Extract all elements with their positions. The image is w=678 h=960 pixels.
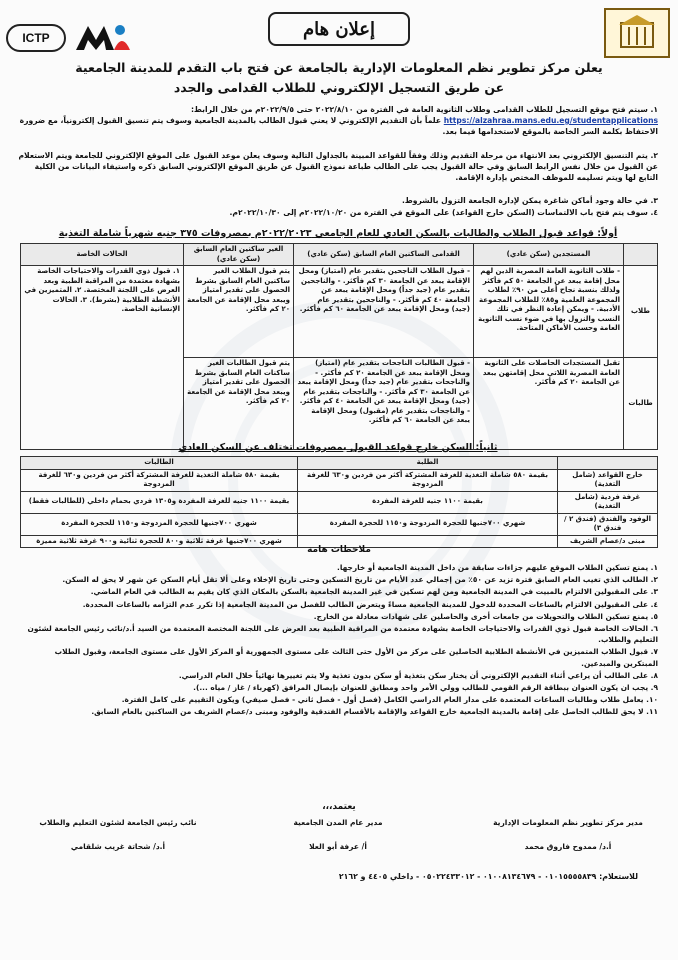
table-cell: شهري ٧٠٠جنيها غرفة ثلاثية و٨٠٠ للحجرة ثنائية و٩٠٠ غرفة ثلاثية مميزة [21,535,298,548]
notes-list [18,562,658,719]
table-header-cell: المستجدين (سكن عادي) [474,244,624,266]
row-label: طلاب [624,266,658,358]
table-cell: - قبول الطالبات الناجحات بتقدير عام (امتياز) ومحل الإقامة يبعد عن الجامعة ٢٠ كم فأكثر. - والناجحات بتقدير عام (جيد جداً) ومحل الإقامة يبعد عن الجامعة ٣٠ كم فأكثر. - والناجحات بتقدير عام (جيد) ومحل الإقامة يبعد عن الجامعة ٤٠ كم فأكثر. - والناجحات بتقدير عام (مقبول) ومحل الإقامة يبعد عن الجامعة ٦٠ كم فأكثر. [294,358,474,450]
ictp-logo: ICTP [6,24,66,52]
list-item: ٢. الطالب الذي تغيب العام السابق فترة تزيد عن ٥٠٪ من إجمالي عدد الأيام من تاريخ التسكين وحتى تاريخ الإخلاء وعلى ألا تقل أيام السكن عن شهر لا يحق له السكن. [62,575,658,585]
table-cell: خارج القواعد (شامل التغذية) [558,469,658,491]
intro-paragraph-2: ٢. يتم التنسيق الإلكتروني بعد الانتهاء من مرحلة التقديم وذلك وفقاً للقواعد المبينة بالجداول التالية وسوف يعلن موعد القبول على الموقع الإلكتروني للجامعة ويتم الاستعلام عن القبول من خلال نفس الرابط السابق وفي حالة القبول يجب على الطالب طباعة نموذج القبول عن طريق الموقع الإلكتروني السابق ذكره واستيفاء البيانات من الكلية التابع لها ويتم تسليمه للموظف المختص بإدارة الإقامة. [18,151,658,182]
table-header-cell: الغير ساكنين العام السابق (سكن عادي) [184,244,294,266]
table-row [21,513,658,535]
table-header-cell [558,457,658,470]
table-cell: يتم قبول الطلاب الغير ساكنين العام السابق بشرط الحصول على تقدير امتياز ويبعد محل الإقامة عن الجامعة ٢٠ كم فأكثر. [184,266,294,358]
table-cell: شهري ٧٠٠جنيها للحجرة المزدوجة و١١٥٠ للحجرة المفردة [21,513,298,535]
section1-title: أولاً: قواعد قبول الطلاب والطالبات بالسكن العادي للعام الجامعي ٢٠٢٢/٢٠٢٣م بمصروفات ٣٧٥ جنيه شهرياً شاملة التغذية [58,228,618,239]
section2-title: ثانياً: السكن خارج قواعد القبول بمصروفات تختلف عن السكن العادي [178,442,498,453]
list-item: ١. يمنع تسكين الطلاب الموقع عليهم جزاءات سابقة من داخل المدينة الجامعية أو خارجها. [337,563,658,572]
table-cell: تقبل المستجدات الحاصلات على الثانوية العامة المصرية اللاتي محل إقامتهن يبعد عن الجامعة ٢٠ كم فأكثر. [474,358,624,450]
list-item: ٤. على المقبولين الالتزام بالساعات المحددة للدخول للمدينة الجامعية مساءً ويتعرض الطالب للفصل من المدينة الجامعية إذا تكرر عدم التزامه بالساعات المحددة. [82,599,658,609]
table-cell: يتم قبول الطالبات الغير ساكنات العام السابق بشرط الحصول على تقدير امتياز ويبعد محل الإقامة عن الجامعة ٢٠ كم فأكثر. [184,358,294,450]
table-cell: بقيمة ١١٠٠ جنيه للغرفة المفردة [298,491,558,513]
table-row [21,469,658,491]
table-row [21,491,658,513]
table-header-row [21,457,658,470]
special-cases-cell: ١. قبول ذوي القدرات والاحتياجات الخاصة بشهادة معتمدة من المراقبة الطبية وبعد العرض على اللجنة المختصة. ٢. المتميزين في الأنشطة الطلابية (بشرط). ٣. الحالات الإنسانية الخاصة. [21,266,184,450]
table-header-cell: الحالات الخاصة [21,244,184,266]
table-cell: غرفة فردية (شامل التغذية) [558,491,658,513]
signatory-role: نائب رئيس الجامعة لشئون التعليم والطلاب [39,818,197,827]
registration-link[interactable]: https://alzahraa.mans.edu.eg/studentapplications [443,116,658,125]
list-item: ٦. الحالات الخاصة قبول ذوي القدرات والاحتياجات الخاصة بشهادة معتمدة من المراقبة الطبية بعد العرض على اللجنة المختصة المعتمدة من السيد أ.د/نائب رئيس الجامعة لشئون التعليم والطلاب. [27,624,658,645]
intro-paragraph-4: ٤. سوف يتم فتح باب الالتماسات (السكن خارج القواعد) على الموقع في الفترة من ٢٠٢٢/١٠/٢٠م إلى ٢٠٢٢/١٠/٣٠م. [229,208,658,217]
out-of-rules-fees-table [20,456,658,548]
table-header-cell: الطالبات [21,457,298,470]
table-header-cell [624,244,658,266]
list-item: ٥. يمنع تسكين الطلاب والتحويلات من جامعات أخرى والحاصلين على شهادات معادلة من الخارج. [313,611,658,621]
table-cell: مبنى د/عصام الشريف [558,535,658,548]
letterhead [0,0,678,62]
table-row [21,266,658,358]
list-item: ٩. يجب ان يكون العنوان ببطاقة الرقم القومي للطالب وولي الأمر واحد ومطابق للعنوان بإيصال المرافق (كهرباء / غاز / مياه ...). [193,683,658,693]
table-cell: بقيمة ٥٨٠ شاملة التغذية للغرفة المشتركة أكثر من فردين و٦٣٠ للغرفة المزدوجة [21,469,298,491]
intro-paragraph-1 [18,104,658,137]
table-cell: بقيمة ١١٠٠ جنيه للغرفة المفردة و١٣٠٥ فردي بحمام داخلي (للطالبات فقط) [21,491,298,513]
contact-label: للاستعلام: [599,872,638,881]
list-item: ١١. لا يحق للطالب الحاصل على إقامة بالمدينة الجامعية خارج القواعد والإقامة بالأقسام الفندقية والوفود ومبنى د/عصام الشريف من الساكنين بالعام السابق. [91,707,658,717]
table-header-cell: القدامى الساكنين العام السابق (سكن عادي) [294,244,474,266]
mis-logo [74,20,132,54]
intro-paragraph-3: ٣. في حالة وجود أماكن شاغرة يمكن لإدارة الجامعة التزول بالشروط. [401,196,658,205]
approval-heading: يعتمد،،، [322,802,356,812]
intro-p1-note: علماً بأن التقديم الإلكتروني لا يعني قبول الطالب بالمدينة الجامعية وسوف يتم تنسيق القبول إلكترونياً، مع ضرورة الاحتفاظ بكلمة السر الخاصة بالموقع لاستخدامها فيما بعد. [19,116,658,136]
university-logo [604,8,670,58]
list-item: ١٠. يعامل طلاب وطالبات الساعات المعتمدة على مدار العام الدراسي الكامل (فصل أول - فصل ثاني - فصل صيفي) ويكون التقييم على كامل الفترة. [121,695,658,705]
signatory-role: مدير عام المدن الجامعية [293,818,383,827]
table-header-row [21,244,658,266]
list-item: ٧. قبول الطلاب المتميزين في الأنشطة الطلابية الحاصلين على مركز من الأول حتى الثالث على مستوى الجمهورية أو المركز الأول على مستوى الجامعة، وقبول الطلاب المبتكرين والمبدعين. [54,647,658,668]
signatory-name: أ.د/ ممدوح فاروق محمد [524,842,612,851]
table-cell: بقيمة ٥٨٠ شاملة التغذية للغرفة المشتركة أكثر من فردين و٦٣٠ للغرفة المزدوجة [298,469,558,491]
signatory-role: مدير مركز تطوير نظم المعلومات الإدارية [493,818,643,827]
notes-title: ملاحظات هامة [307,545,371,555]
intro-p1-text: ١. سيتم فتح موقع التسجيل للطلاب القدامى وطلاب الثانوية العامة في الفترة من ٢٠٢٢/٨/١٠ حتى ٢٠٢٢/٩/٥م من خلال الرابط: [191,105,658,114]
list-item: ٣. على المقبولين الالتزام بالمبيت في المدينة الجامعية ومن لهم تسكين في غير المدينة الجامعية بالسكن بالمكان الذي كان يقيم به الطالب في العام الماضي. [90,587,658,597]
contact-numbers: ٠١٠١٥٥٥٥٨٣٩ - ٠١٠٠٨١٣٤٦٧٩ - ٠٥٠٢٢٤٣٣٠١٢ - داخلي ٤٤٠٥ و ٢١٦٢ [338,872,597,881]
signatory-name: أ/ عرفة أبو العلا [309,842,367,851]
important-notice-banner: إعلان هام [268,12,410,46]
announcement-title: يعلن مركز تطوير نظم المعلومات الإدارية بالجامعة عن فتح باب التقدم للمدينة الجامعية [75,60,603,75]
contact-line [38,872,638,881]
list-item: ٨. على الطالب أن يراعي أثناء التقديم الإلكتروني أن يختار سكن بتغذية أو سكن بدون تغذية ولا يتم تغييرها نهائياً خلال العام الدراسي. [178,670,658,680]
table-cell: - قبول الطلاب الناجحين بتقدير عام (امتياز) ومحل الإقامة يبعد عن الجامعة ٣٠ كم فأكثر. - والناجحين بتقدير عام (جيد جداً) ومحل الإقامة يبعد عن الجامعة ٤٠ كم فأكثر. - والناجحين بتقدير عام (جيد) ومحل الإقامة يبعد عن الجامعة ٦٠ كم فأكثر. [294,266,474,358]
table-cell: - طلاب الثانوية العامة المصرية الذين لهم محل إقامة يبعد عن الجامعة ٥٠ كم فأكثر ولذلك بنسبة نجاح أعلى من ٩٠٪ لطلاب المجموعة العلمية و٨٥٪ للطلاب المجموعة الأدبية. - ويمكن إعادة النظر في تلك النسب والنزول بها في ضوء نسب الثانوية العامة وحسب الأماكن المتاحة. [474,266,624,358]
announcement-subtitle: عن طريق التسجيل الإلكتروني للطلاب القدامى والجدد [173,80,505,95]
signatory-name: أ.د/ شحاتة غريب شلقامي [70,842,166,851]
admission-rules-table [20,243,658,450]
table-cell: الوفود والفندق (فندق ٢ / فندق ٣) [558,513,658,535]
row-label: طالبات [624,358,658,450]
table-cell: شهري ٧٠٠جنيها للحجرة المزدوجة و١١٥٠ للحجرة المفردة [298,513,558,535]
table-header-cell: الطلبة [298,457,558,470]
